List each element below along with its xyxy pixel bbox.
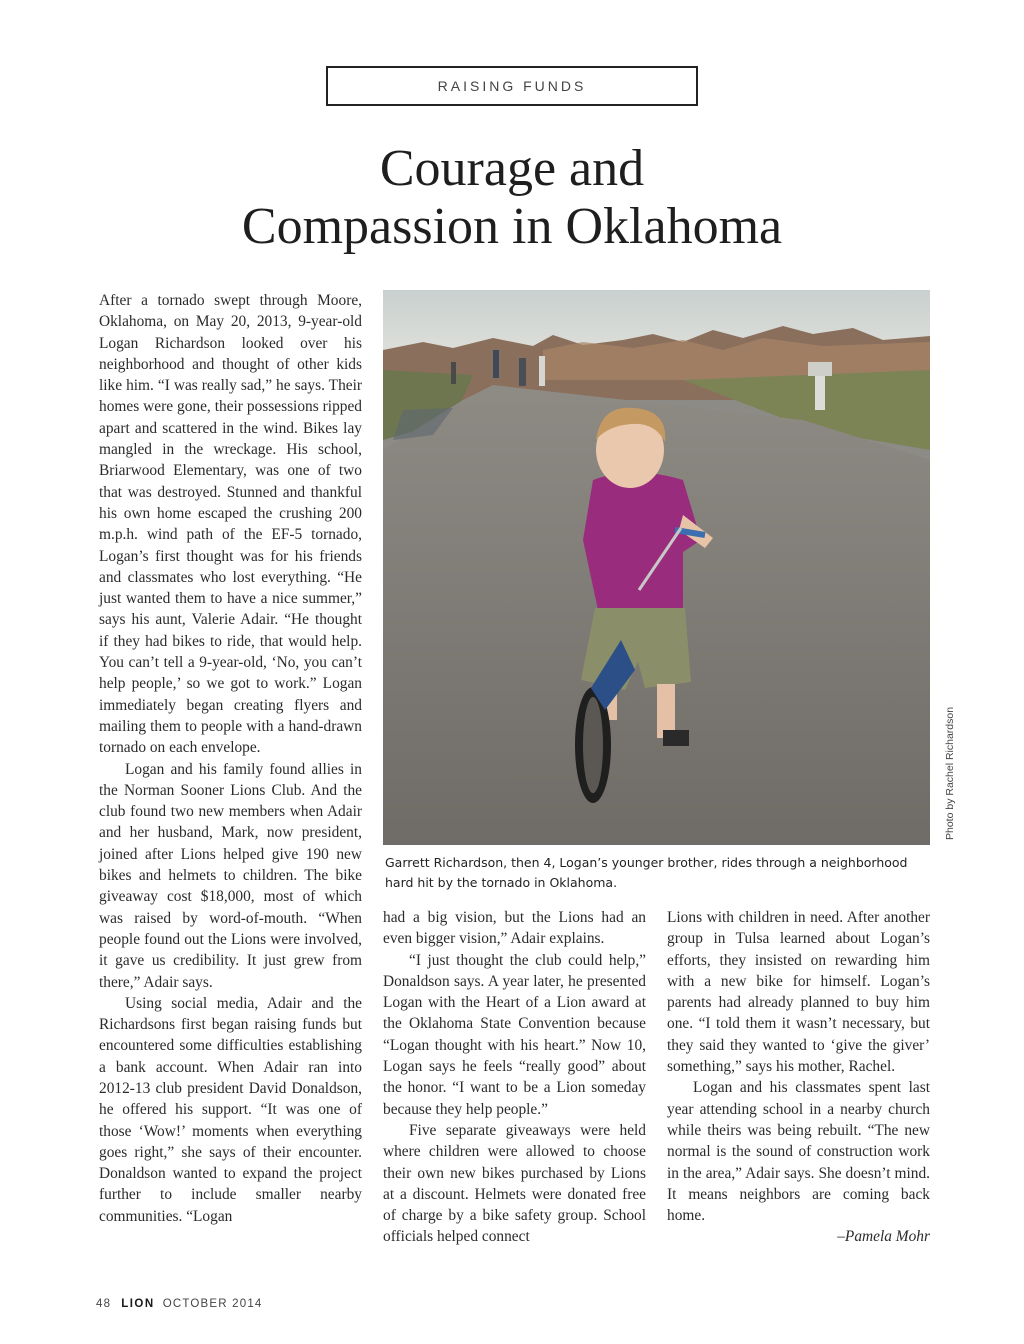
- headline-line-2: Compassion in Oklahoma: [241, 198, 783, 255]
- article-paragraph: Logan and his classmates spent last year attending school in a nearby church while theirs was being rebuilt. “The new normal is the sound of construction work in the area,” Adair says. She doesn’t mind. It means neighbors are coming back home.: [667, 1079, 930, 1225]
- issue-date: OCTOBER 2014: [162, 1298, 263, 1310]
- author-signature: –Pamela Mohr: [837, 1228, 930, 1246]
- page-footer: [96, 1298, 263, 1310]
- article-paragraph: Lions with children in need. After another group in Tulsa learned about Logan’s efforts, they insisted on rewarding him with a new bike for himself. Logan’s parents had already planned to buy him one. “I told them it wasn’t necessary, but they said they wanted to ‘give the giver’ something,” says his mother, Rachel.: [667, 909, 930, 1076]
- article-paragraph: After a tornado swept through Moore, Oklahoma, on May 20, 2013, 9-year-old Logan Richardson looked over his neighborhood and thought of other kids like him. “I was really sad,” he says. Their homes were gone, their possessions ripped apart and scattered in the wind. Bikes lay mangled in the wreckage. His school, Briarwood Elementary, was one of two that was destroyed. Stunned and thankful his own home escaped the crushing 200 m.p.h. wind path of the EF-5 tornado, Logan’s first thought was for his friends and classmates who lost everything. “He just wanted them to have a nice summer,” says his aunt, Valerie Adair. “He thought if they had bikes to ride, that would help. You can’t tell a 9-year-old, ‘No, you can’t help people,’ so we got to work.” Logan immediately began creating flyers and mailing them to people with a hand-drawn tornado on each envelope.: [99, 292, 362, 757]
- photo-credit: Photo by Rachel Richardson: [944, 706, 956, 840]
- headline: [0, 140, 1024, 256]
- photo-caption: Garrett Richardson, then 4, Logan’s younger brother, rides through a neighborhood hard hit by the tornado in Oklahoma.: [385, 855, 908, 890]
- magazine-name: LION: [121, 1298, 155, 1310]
- article-column-1: [99, 290, 362, 1227]
- headline-line-1: Courage and: [379, 140, 645, 197]
- article-column-3: [667, 907, 930, 1248]
- article-paragraph: Five separate giveaways were held where children were allowed to choose their own new bikes purchased by Lions at a discount. Helmets were donated free of charge by a bike safety group. School officials helped connect: [383, 1121, 646, 1246]
- article-paragraph: had a big vision, but the Lions had an even bigger vision,” Adair explains.: [383, 909, 646, 948]
- article-paragraph: Logan and his family found allies in the Norman Sooner Lions Club. And the club found two new members when Adair and her husband, Mark, now president, joined after Lions helped give 190 new bikes and helmets to children. The bike giveaway cost $18,000, most of which was raised by word-of-mouth. “When people found out the Lions were involved, it gave us credibility. It just grew from there,” Adair says.: [99, 760, 362, 991]
- section-label: RAISING FUNDS: [326, 66, 698, 106]
- article-photo: [383, 290, 930, 845]
- article-column-2: [383, 907, 646, 1248]
- page-number: 48: [96, 1298, 112, 1310]
- article-paragraph: Using social media, Adair and the Richardsons first began raising funds but encountered some difficulties establishing a bank account. When Adair ran into 2012-13 club president David Donaldson, he offered his support. “It was one of those ‘Wow!’ moments when everything goes right,” she says of their encounter. Donaldson wanted to expand the project further to include smaller nearby communities. “Logan: [99, 994, 362, 1225]
- article-paragraph: “I just thought the club could help,” Donaldson says. A year later, he presented Logan with the Heart of a Lion award at the Oklahoma State Convention because “Logan thought with his heart.” Now 10, Logan says he feels “really good” about the honor. “I want to be a Lion someday because they help people.”: [383, 951, 646, 1118]
